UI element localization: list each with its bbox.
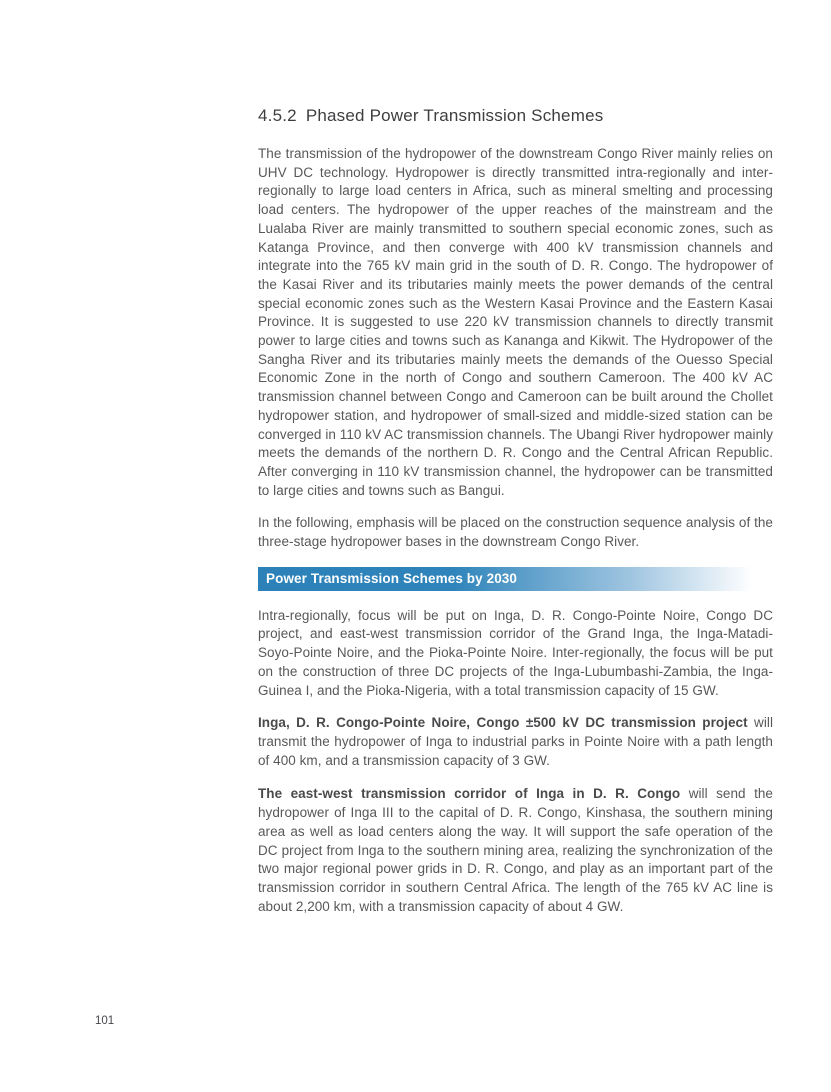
corridor-text: will send the hydropower of Inga III to the capital of D. R. Congo, Kinshasa, the southern mining area as well as load centers along the way. It will support the safe operation of the DC project from Inga to the southern mining area, realizing the synchronization of the two major regional power grids in D. R. Congo, and play as an important part of the transmission corridor in southern Central Africa. The length of the 765 kV AC line is about 2,200 km, with a transmission capacity of about 4 GW. xyxy=(258,786,773,914)
paragraph-east-west-corridor xyxy=(258,785,773,916)
inga-project-text: will transmit the hydropower of Inga to industrial parks in Pointe Noire with a path length of 400 km, and a transmission capacity of 3 GW. xyxy=(258,715,773,768)
paragraph-transmission-overview: The transmission of the hydropower of the downstream Congo River mainly relies on UHV DC technology. Hydropower is directly transmitted intra-regionally and inter-regionally to large load centers in Africa, such as mineral smelting and processing load centers. The hydropower of the upper reaches of the mainstream and the Lualaba River are mainly transmitted to southern special economic zones, such as Katanga Province, and then converge with 400 kV transmission channels and integrate into the 765 kV main grid in the south of D. R. Congo. The hydropower of the Kasai River and its tributaries mainly meets the power demands of the central special economic zones such as the Western Kasai Province and the Eastern Kasai Province. It is suggested to use 220 kV transmission channels to directly transmit power to large cities and towns such as Kananga and Kikwit. The Hydropower of the Sangha River and its tributaries mainly meets the demands of the Ouesso Special Economic Zone in the north of Congo and southern Cameroon. The 400 kV AC transmission channel between Congo and Cameroon can be built around the Chollet hydropower station, and hydropower of small-sized and middle-sized station can be converged in 110 kV AC transmission channels. The Ubangi River hydropower mainly meets the demands of the northern D. R. Congo and the Central African Republic. After converging in 110 kV transmission channel, the hydropower can be transmitted to large cities and towns such as Bangui. xyxy=(258,146,773,498)
paragraph-intra-regional-focus: Intra-regionally, focus will be put on Inga, D. R. Congo-Pointe Noire, Congo DC project, and east-west transmission corridor of the Grand Inga, the Inga-Matadi-Soyo-Pointe Noire, and the Pioka-Pointe Noire. Inter-regionally, the focus will be put on the construction of three DC projects of the Inga-Lubumbashi-Zambia, the Inga-Guinea I, and the Pioka-Nigeria, with a total transmission capacity of 15 GW. xyxy=(258,607,773,698)
page-number: 101 xyxy=(95,1015,115,1027)
inga-project-bold-lead: Inga, D. R. Congo-Pointe Noire, Congo ±500 kV DC transmission project xyxy=(258,715,748,731)
section-title: Phased Power Transmission Schemes xyxy=(305,106,604,125)
banner-title: Power Transmission Schemes by 2030 xyxy=(266,571,518,587)
content-column xyxy=(258,106,773,916)
section-heading xyxy=(258,106,773,126)
section-number: 4.5.2 xyxy=(258,106,297,125)
corridor-bold-lead: The east-west transmission corridor of Inga in D. R. Congo xyxy=(258,786,681,802)
paragraph-inga-pointe-noire-project xyxy=(258,714,773,770)
paragraph-following-emphasis: In the following, emphasis will be placed on the construction sequence analysis of the three-stage hydropower bases in the downstream Congo River. xyxy=(258,515,773,550)
section-banner xyxy=(258,567,773,591)
